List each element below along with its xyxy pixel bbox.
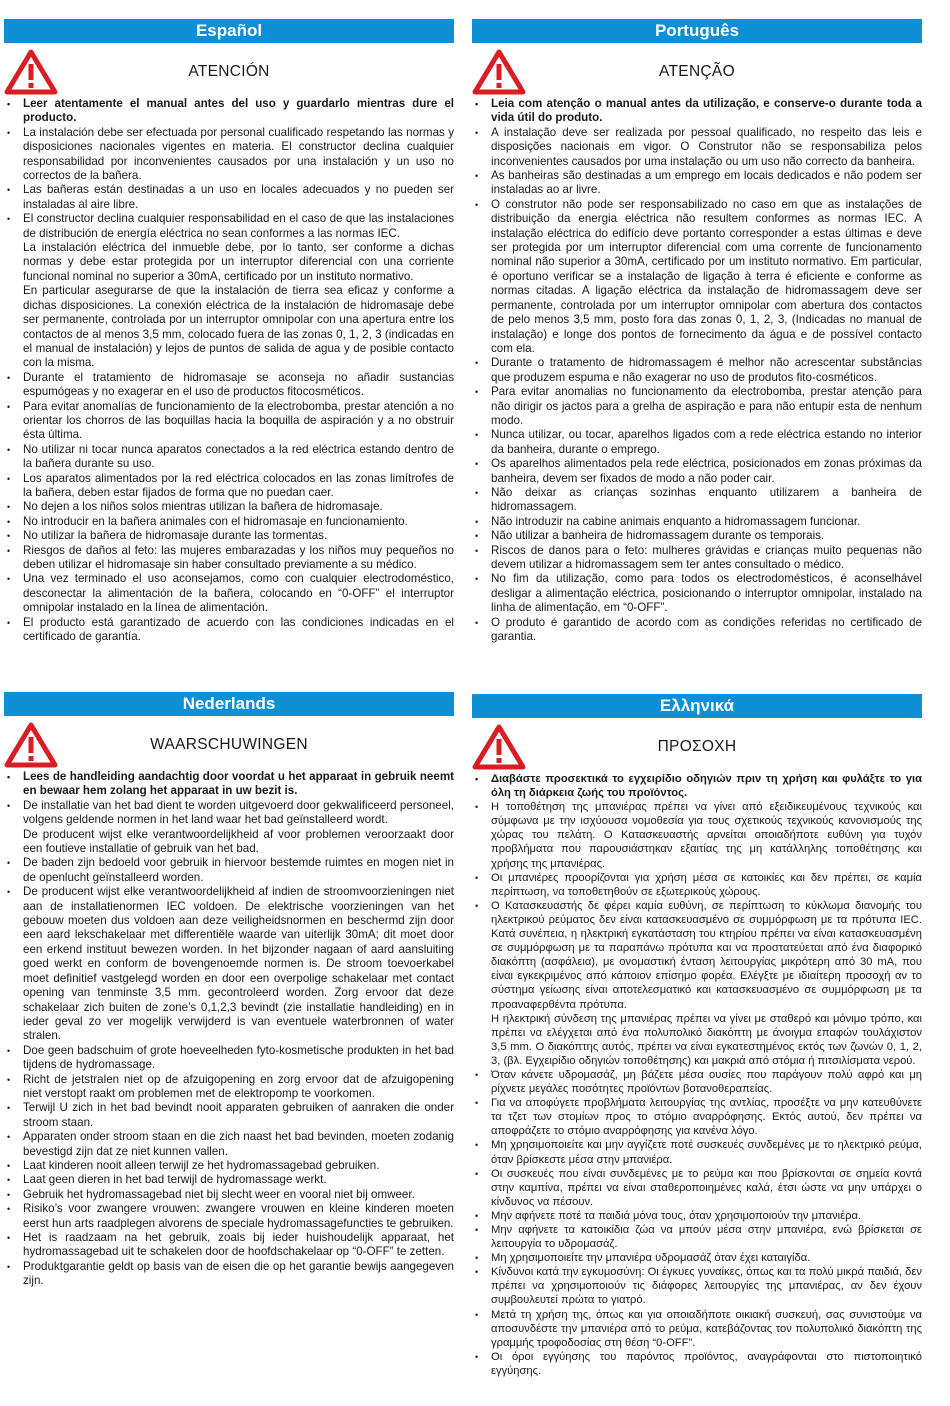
warning-list [4,97,454,644]
list-item: Η ηλεκτρική σύνδεση της μπανιέρας πρέπει να γίνει με σταθερό και μόνιμο τρόπο, και πρέπει να ελέγχεται από ένα πολυπολικό διακόπτη με άνοιγμα επαφών τουλάχιστον 3,5 mm. Ο διακόπτης αυτός, πρέπει να είναι εγκατεστημένος εκτός των ζωνών 0, 1, 2, 3, (βλ. Εγχειρίδιο οδηγιών τοποθέτησης) και μακριά από στόμια ή πιτσιλίσματα νερού. [491,1012,922,1067]
list-item: • Lees de handleiding aandachtig door voordat u het apparaat in gebruik neemt en bewaar hem zolang het apparaat in uw bezit is. [4,770,454,799]
list-item: • Terwijl U zich in het bad bevindt nooit apparaten gebruiken of aanraken die onder stroom staan. [4,1101,454,1130]
list-item: • De installatie van het bad dient te worden uitgevoerd door gekwalificeerd personeel, volgens geldende normen in het land waar het bad geïnstalleerd wordt. [4,799,454,828]
section-nl [4,692,454,1289]
list-item: • La instalación debe ser efectuada por personal cualificado respetando las normas y disposiciones nacionales vigentes en materia. El constructor declina cualquier responsabilidad por inconvenientes causados por una instalación y un uso no correctos de la bañera. [4,126,454,184]
warning-list [472,772,922,1378]
list-item: • No utilizar la bañera de hidromasaje durante las tormentas. [4,529,454,543]
list-item: • Μετά τη χρήση της, όπως και για οποιαδήποτε οικιακή συσκευή, σας συνιστούμε να αποσυνδέστε την μπανιέρα από το ρεύμα, κατεβάζοντας τον πολυπολικό διακόπτη της γραμμής τροφοδοσίας στη θέση “0-OFF”. [472,1308,922,1350]
warning-row-pt [472,43,922,93]
list-item: • Laat geen dieren in het bad terwijl de hydromassage werkt. [4,1173,454,1187]
list-item: • Durante el tratamiento de hidromasaje se aconseja no añadir sustancias espumógeas y no exagerar en el uso de productos fitocosméticos. [4,371,454,400]
list-item: • Laat kinderen nooit alleen terwijl ze het hydromassagebad gebruiken. [4,1159,454,1173]
language-header-es: Español [4,19,454,43]
list-item: • Não introduzir na cabine animais enquanto a hidromassagem funcionar. [472,515,922,529]
warning-row-es [4,43,454,93]
list-item: • Οι μπανιέρες προορίζονται για χρήση μέσα σε κατοικίες και δεν πρέπει, σε καμία περίπτωση, να τοποθετηθούν σε εξωτερικούς χώρους. [472,871,922,899]
warning-list [472,97,922,644]
list-item: • Διαβάστε προσεκτικά το εγχειρίδιο οδηγιών πριν τη χρήση και φυλάξτε το για όλη τη διάρκεια ζωής του προϊόντος. [472,772,922,800]
list-item: • Het is raadzaam na het gebruik, zoals bij ieder huishoudelijk apparaat, het hydromassagebad uit te schakelen door de hoofdschakelaar op “0-OFF” te zetten. [4,1231,454,1260]
list-item: • Risiko’s voor zwangere vrouwen: zwangere vrouwen en kleine kinderen moeten eerst hun arts raadplegen alvorens de speciale hydromassagefuncties te gebruiken. [4,1202,454,1231]
warning-row-el [472,718,922,768]
section-el [472,694,922,1378]
list-item: • No dejen a los niños solos mientras utilizan la bañera de hidromasaje. [4,500,454,514]
warning-title: ATENÇÃO [659,63,735,80]
list-item: • O construtor não pode ser responsabilizado no caso em que as instalações de distribuição da energia eléctrica não resultem conformes as normas IEC. A instalação eléctrica do edifício deve portanto corresponder a estas últimas e deve ser protegida por um interruptor diferencial com uma corrente de funcionamento nominal não superior a 30mA, certificado por um instituto normativo. Em particular, é oportuno verificar se a instalação de ligação à terra é eficiente e conforme as normas citadas. A ligação eléctrica da instalação de hidromassagem deve ser permanente, controlada por um interruptor omnipolar com abertura dos contactos de pelo menos 3,5 mm, posto fora das zonas 0, 1, 2, 3, (Indicadas no manual de instalação) e longe dos pontos de fornecimento da água e de possível contacto com ela. [472,198,922,356]
list-item: • Durante o tratamento de hidromassagem é melhor não acrescentar substâncias que produzem espuma e não exagerar no uso de produtos fito-cosméticos. [472,356,922,385]
list-item: • Os aparelhos alimentados pela rede eléctrica, posicionados em zonas próximas da banheira, devem ser fixados de modo a não poder cair. [472,457,922,486]
list-item: • De baden zijn bedoeld voor gebruik in hiervoor bestemde ruimtes en mogen niet in de openlucht geïnstalleerd worden. [4,856,454,885]
list-item: • No introducir en la bañera animales con el hidromasaje en funcionamiento. [4,515,454,529]
list-item: • Μην αφήνετε ποτέ τα παιδιά μόνα τους, όταν χρησιμοποιούν την μπανιέρα. [472,1209,922,1223]
list-item: • Leia com atenção o manual antes da utilização, e conserve-o durante toda a vida útil do produto. [472,97,922,126]
list-item: • No fim da utilização, como para todos os electrodomésticos, é aconselhável desligar a alimentação eléctrica, posicionando o interruptor omnipolar, instalado na linha de alimentação, em “0-OFF”. [472,572,922,615]
list-item: • Riesgos de daños al feto: las mujeres embarazadas y los niños muy pequeños no deben utilizar el hidromasaje sin haber consultado previamente a su médico. [4,544,454,573]
language-header-pt: Português [472,19,922,43]
list-item: • Μη χρησιμοποιείτε την μπανιέρα υδρομασάζ όταν έχει καταιγίδα. [472,1251,922,1265]
list-item: • Não deixar as crianças sozinhas enquanto utilizarem a banheira de hidromassagem. [472,486,922,515]
list-item: • No utilizar ni tocar nunca aparatos conectados a la red eléctrica estando dentro de la bañera durante su uso. [4,443,454,472]
section-es [4,19,454,644]
list-item: • A instalação deve ser realizada por pessoal qualificado, no respeito das leis e disposições nacionais em vigor. O Construtor não se responsabiliza pelos inconvenientes causados por uma instalação ou um uso não correcto da banheira. [472,126,922,169]
list-item: • As banheiras são destinadas a um emprego em locais dedicados e não podem ser instaladas ao ar livre. [472,169,922,198]
list-item: • Apparaten onder stroom staan en die zich naast het bad bevinden, moeten zodanig bevestigd zijn dat ze niet kunnen vallen. [4,1130,454,1159]
list-item: • Ο Κατασκευαστής δε φέρει καμία ευθύνη, σε περίπτωση το κύκλωμα διανομής του ηλεκτρικού ρεύματος δεν είναι κατασκευασμένο σε συμμόρφωση με τα πρότυπα IEC. Κατά συνέπεια, η ηλεκτρική εγκατάσταση του κτηρίου πρέπει να είναι κατασκευασμένη σε συμμόρφωση με τα παραπάνω πρότυπα και να προστατεύεται από ένα διαφορικό διακόπτη (ασφάλεια), με ονομαστική ένταση λειτουργίας μικρότερη από 30 mA, που είναι εγκεκριμένος από κάποιον επίσημο φορέα. Ελέγξτε με ιδιαίτερη προσοχή αν το σύστημα γείωσης είναι αποτελεσματικό και κατασκευασμένο σε συμμόρφωση με τα προαναφερθέντα πρότυπα. [472,899,922,1012]
list-item: En particular asegurarse de que la instalación de tierra sea eficaz y conforme a dichas disposiciones. La conexión eléctrica de la instalación de hidromasaje debe ser permanente, controlada por un interruptor omnipolar con una apertura entre los contactos de al menos 3,5 mm, colocado fuera de las zonas 0, 1, 2, 3 (indicadas en el manual de instalación) y lejos de puntos de salida de agua y de posible contacto con la misma. [23,284,454,370]
list-item: • Οι συσκευές που είναι συνδεμένες με το ρεύμα και που βρίσκονται σε σημεία κοντά στην καμπίνα, πρέπει να είναι σταθεροποιημένες καλά, έτσι ώστε να μην υπάρχει ο κίνδυνος να πέσουν. [472,1167,922,1209]
warning-title: ATENCIÓN [188,63,270,80]
warning-title: ΠΡΟΣΟΧΗ [657,738,737,755]
list-item: • Leer atentamente el manual antes del uso y guardarlo mientras dure el producto. [4,97,454,126]
list-item: • Richt de jetstralen niet op de afzuigopening en zorg ervoor dat de afzuigopening niet verstopt raakt om problemen met de elektropomp te voorkomen. [4,1073,454,1102]
warning-row-nl [4,716,454,766]
list-item: • Las bañeras están destinadas a un uso en locales adecuados y no pueden ser instaladas al aire libre. [4,183,454,212]
list-item: La instalación eléctrica del inmueble debe, por lo tanto, ser conforme a dichas normas y debe estar protegida por un interruptor diferencial con una corriente funcional nominal no superior a 30mA, certificado por un instituto normativo. [23,241,454,283]
list-item: • Una vez terminado el uso aconsejamos, como con cualquier electrodoméstico, desconectar la alimentación de la bañera, colocando en “0-OFF” el interruptor omnipolar instalado en la línea de alimentación. [4,572,454,615]
language-header-nl: Nederlands [4,692,454,716]
list-item: • El constructor declina cualquier responsabilidad en el caso de que las instalaciones de distribución de energía eléctrica no sean conformes a las normas IEC. [4,212,454,241]
list-item: • Não utilizar a banheira de hidromassagem durante os temporais. [472,529,922,543]
list-item: • Gebruik het hydromassagebad niet bij slecht weer en vooral niet bij omweer. [4,1188,454,1202]
list-item: • Los aparatos alimentados por la red eléctrica colocados en las zonas limítrofes de la bañera, deben estar fijados de forma que no puedan caer. [4,472,454,501]
list-item: • Riscos de danos para o feto: mulheres grávidas e crianças muito pequenas não devem utilizar a hidromassagem sem ter antes consultado o médico. [472,544,922,573]
section-pt [472,19,922,644]
list-item: • Nunca utilizar, ou tocar, aparelhos ligados com a rede eléctrica estando no interior da banheira, durante o emprego. [472,428,922,457]
warning-list [4,770,454,1289]
warning-title: WAARSCHUWINGEN [150,736,308,753]
list-item: • Κίνδυνοι κατά την εγκυμοσύνη: Οι έγκυες γυναίκες, όπως και τα πολύ μικρά παιδιά, δεν πρέπει να χρησιμοποιούν τις διάφορες λειτουργίες της μπανιέρας, αν δεν έχουν συμβουλευτεί πρώτα το γιατρό. [472,1265,922,1307]
list-item: • Para evitar anomalias no funcionamento da electrobomba, prestar atenção para não dirigir os jactos para a grelha de aspiração e para não entupir esta de nenhum modo. [472,385,922,428]
list-item: • Μη χρησιμοποιείτε και μην αγγίζετε ποτέ συσκευές συνδεμένες με το ηλεκτρικό ρεύμα, όταν βρίσκεστε μέσα στην μπανιέρα. [472,1138,922,1166]
list-item: • O produto é garantido de acordo com as condições referidas no certificado de garantia. [472,616,922,645]
list-item: • Η τοποθέτηση της μπανιέρας πρέπει να γίνει από εξειδικευμένους τεχνικούς και σύμφωνα με την ισχύουσα νομοθεσία για τους σχετικούς τεχνικούς κανονισμούς της χώρας του πελάτη. Ο Κατασκευαστής αρνείται οποιαδήποτε ευθύνη για τυχόν προβλήματα που παρουσιάστηκαν εξαιτίας της μη κατάλληλης τοποθέτησης και χρήσης της μπανιέρας. [472,800,922,870]
list-item: De producent wijst elke verantwoordelijkheid af voor problemen veroorzaakt door een foutieve installatie of gebruik van het bad. [23,827,454,856]
list-item: • Para evitar anomalías de funcionamiento de la electrobomba, prestar atención a no orientar los chorros de las boquillas hacia la boquilla de aspiración y a no obstruir ésta última. [4,400,454,443]
list-item: • Μην αφήνετε τα κατοικίδια ζώα να μπούν μέσα στην μπανιέρα, ενώ βρίσκεται σε λειτουργία το υδρομασάζ. [472,1223,922,1251]
list-item: • Όταν κάνετε υδρομασάζ, μη βάζετε μέσα ουσίες που παράγουν πολύ αφρό και μη ρίχνετε μεγάλες ποσότητες προϊόντων βοτανοθεραπείας. [472,1068,922,1096]
list-item: • De producent wijst elke verantwoordelijkheid af indien de stroomvoorzieningen niet aan de installatienormen IEC voldoen. De elektrische voorzieningen van het gebouw moeten dus voldoen aan deze veiligheidsnormen en beschermd zijn door een aard lekschakelaar met differentiële waarde van uiterlijk 30mA; dit moet door een erkend instituut bewezen worden. In het bijzonder nagaan of aard aansluiting goed werkt en conform de bovengenoemde normen is. De stroom toevoerkabel moet definitief vastgelegd worden en door een overpolige schakelaar met contact opening van tenminste 3,5 mm. gecontroleerd worden. Zorg ervoor dat deze schakelaar zich buiten de zone’s 0,1,2,3 bevindt (zie installatie handleiding) en in ieder geval zo ver mogelijk verwijderd is van eventuele waterbronnen of water stralen. [4,885,454,1043]
list-item: • Doe geen badschuim of grote hoeveelheden fyto-kosmetische produkten in het bad tijdens de hydromassage. [4,1044,454,1073]
language-header-el: Ελληνικά [472,694,922,718]
list-item: • Για να αποφύγετε προβλήματα λειτουργίας της αντλίας, προσέξτε να μην κατευθύνετε τα τζετ των στομίων προς το στόμιο αναρρόφησης. Εκτός αυτού, δεν πρέπει να αποφράζετε το στόμιο αναρρόφησης για κανένα λόγο. [472,1096,922,1138]
list-item: • Produktgarantie geldt op basis van de eisen die op het garantie bewijs aangegeven zijn. [4,1260,454,1289]
list-item: • Οι όροι εγγύησης του παρόντος προϊόντος, αναγράφονται στο πιστοποιητικό εγγύησης. [472,1350,922,1378]
list-item: • El producto está garantizado de acuerdo con las condiciones indicadas en el certificado de garantía. [4,616,454,645]
